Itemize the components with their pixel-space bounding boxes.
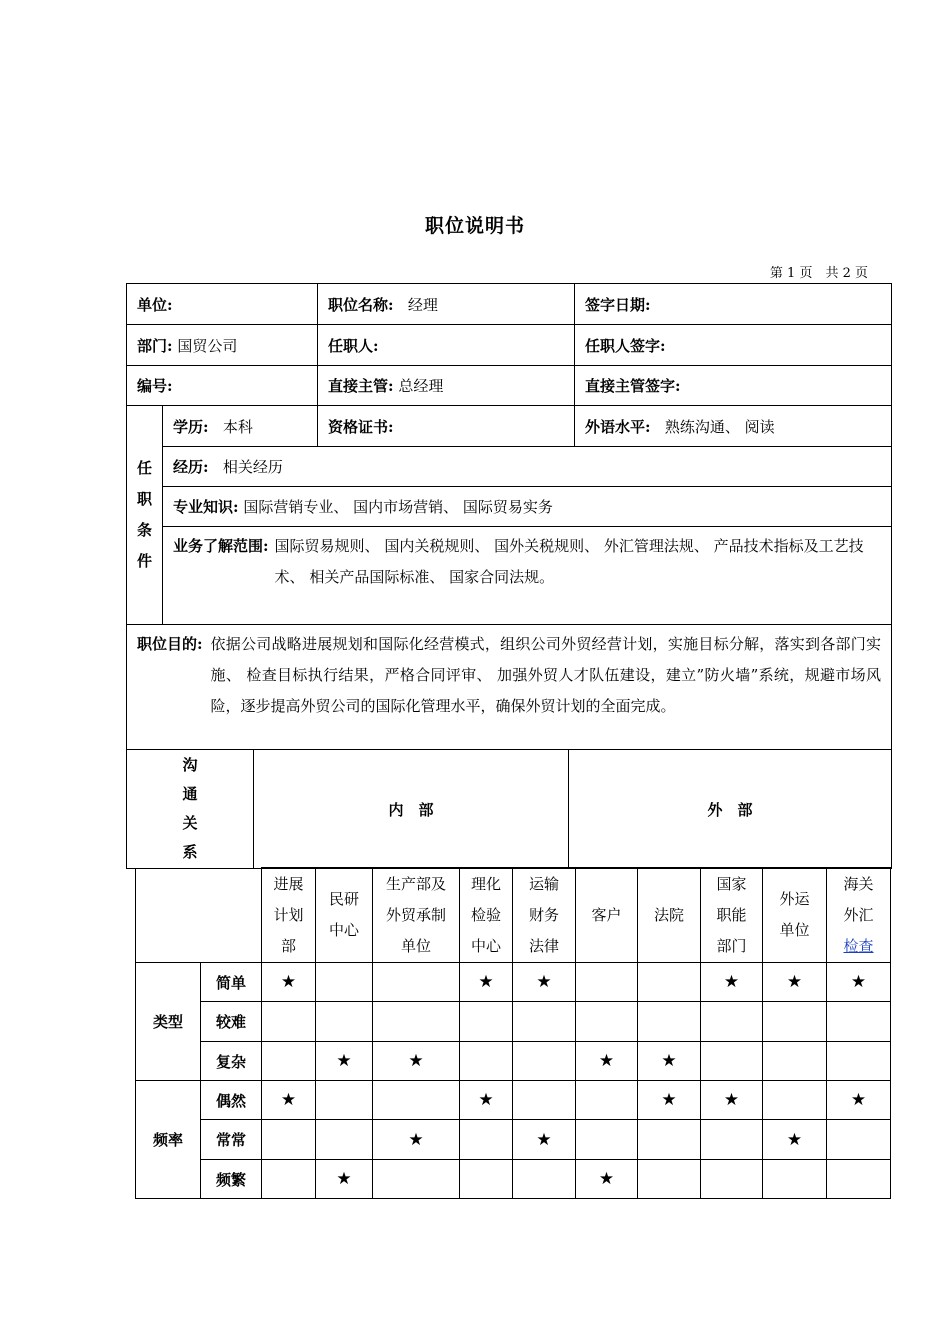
col-research-center: 民研 中心 xyxy=(316,868,373,963)
matrix-cell xyxy=(638,1120,701,1160)
col-shipping-unit: 外运 单位 xyxy=(763,868,827,963)
matrix-row xyxy=(136,1160,891,1199)
supervisor-sign-cell xyxy=(575,366,892,406)
star-mark-icon: ★ xyxy=(536,1129,552,1150)
col-customs-forex: 海关 外汇 检查 xyxy=(827,868,891,963)
communication-header-cell xyxy=(127,750,892,869)
knowledge-label: 专业知识: xyxy=(173,498,239,516)
matrix-cell xyxy=(460,1081,513,1120)
supervisor-cell xyxy=(318,366,575,406)
scope-label: 业务了解范围: xyxy=(173,537,269,555)
matrix-row xyxy=(136,963,891,1002)
matrix-cell xyxy=(262,1042,316,1081)
matrix-cell xyxy=(460,963,513,1002)
matrix-cell xyxy=(638,963,701,1002)
supervisor-label: 直接主管: xyxy=(328,377,394,395)
matrix-row xyxy=(136,1081,891,1120)
holder-label: 任职人: xyxy=(328,336,379,355)
matrix-cell xyxy=(373,1081,460,1120)
matrix-cell xyxy=(316,1160,373,1199)
experience-cell xyxy=(163,447,892,487)
code-label: 编号: xyxy=(137,377,173,395)
matrix-corner xyxy=(136,868,262,963)
matrix-cell xyxy=(316,1002,373,1042)
matrix-row-label: 偶然 xyxy=(201,1081,262,1120)
matrix-row-label: 复杂 xyxy=(201,1042,262,1081)
language-value: 熟练沟通、 阅读 xyxy=(664,417,775,436)
unit-label: 单位: xyxy=(137,295,173,314)
purpose-label: 职位目的: xyxy=(137,635,203,653)
matrix-cell xyxy=(373,1042,460,1081)
sign-date-label: 签字日期: xyxy=(585,295,651,314)
requirements-section-label: 任 职 条 件 xyxy=(127,406,163,625)
matrix-row xyxy=(136,1120,891,1160)
matrix-cell xyxy=(513,1002,576,1042)
star-mark-icon: ★ xyxy=(280,1090,297,1110)
matrix-cell xyxy=(827,1042,891,1081)
matrix-group-label: 频率 xyxy=(136,1081,201,1199)
star-mark-icon: ★ xyxy=(850,972,867,992)
col-inspection-center: 理化 检验 中心 xyxy=(460,868,513,963)
star-mark-icon: ★ xyxy=(598,1051,615,1071)
internal-label: 内 部 xyxy=(254,750,569,868)
star-mark-icon: ★ xyxy=(661,1051,677,1071)
star-mark-icon: ★ xyxy=(786,1129,803,1150)
position-cell xyxy=(318,284,575,325)
language-cell xyxy=(575,406,892,447)
matrix-cell xyxy=(316,963,373,1002)
position-info-table xyxy=(126,283,892,869)
matrix-cell xyxy=(763,1081,827,1120)
matrix-cell xyxy=(763,1042,827,1081)
matrix-cell xyxy=(701,1042,763,1081)
matrix-cell xyxy=(638,1160,701,1199)
col-state-agency: 国家 职能 部门 xyxy=(701,868,763,963)
matrix-cell xyxy=(373,1002,460,1042)
star-mark-icon: ★ xyxy=(723,972,740,992)
education-label: 学历: xyxy=(173,417,209,436)
matrix-cell xyxy=(373,1160,460,1199)
matrix-cell xyxy=(763,1002,827,1042)
matrix-cell xyxy=(701,1120,763,1160)
purpose-value: 依据公司战略进展规划和国际化经营模式，组织公司外贸经营计划，实施目标分解，落实到各部门实施、 检查目标执行结果，严格合同评审、 加强外贸人才队伍建设，建立”防火墙”系统，规避市场风险，逐步提高外贸公司的国际化管理水平，确保外贸计划的全面完成。 xyxy=(210,635,882,715)
matrix-row-label: 简单 xyxy=(201,963,262,1002)
matrix-cell xyxy=(262,1081,316,1120)
page-info: 第 1 页 共 2 页 xyxy=(769,266,868,281)
matrix-cell xyxy=(638,1081,701,1120)
matrix-cell xyxy=(576,1002,638,1042)
position-label: 职位名称: xyxy=(328,295,394,314)
matrix-cell xyxy=(701,1002,763,1042)
scope-value: 国际贸易规则、 国内关税规则、 国外关税规则、 外汇管理法规、 产品技术指标及工艺技术、 相关产品国际标准、 国家合同法规。 xyxy=(274,537,864,586)
star-mark-icon: ★ xyxy=(536,972,552,992)
cert-label: 资格证书: xyxy=(328,417,394,436)
experience-label: 经历: xyxy=(173,458,209,476)
matrix-cell xyxy=(827,1081,891,1120)
matrix-cell xyxy=(460,1002,513,1042)
star-mark-icon: ★ xyxy=(478,1090,494,1110)
matrix-cell xyxy=(827,1002,891,1042)
communication-section-label: 沟 通 关 系 xyxy=(127,750,254,868)
matrix-cell xyxy=(701,1160,763,1199)
matrix-cell xyxy=(827,963,891,1002)
matrix-cell xyxy=(638,1042,701,1081)
matrix-cell xyxy=(513,1160,576,1199)
matrix-cell xyxy=(576,963,638,1002)
matrix-cell xyxy=(701,1081,763,1120)
star-mark-icon: ★ xyxy=(408,1051,424,1071)
star-mark-icon: ★ xyxy=(850,1090,867,1110)
matrix-cell xyxy=(373,963,460,1002)
position-value: 经理 xyxy=(407,295,438,314)
matrix-cell xyxy=(513,1120,576,1160)
knowledge-value: 国际营销专业、 国内市场营销、 国际贸易实务 xyxy=(243,498,553,516)
inspection-link[interactable]: 检查 xyxy=(843,936,874,955)
knowledge-cell xyxy=(163,487,892,527)
sign-date-cell xyxy=(575,284,892,325)
matrix-cell xyxy=(316,1042,373,1081)
matrix-cell xyxy=(460,1042,513,1081)
col-plan-dept: 进展 计划 部 xyxy=(262,868,316,963)
matrix-cell xyxy=(576,1042,638,1081)
matrix-cell xyxy=(576,1120,638,1160)
col-court: 法院 xyxy=(638,868,701,963)
matrix-header-row xyxy=(136,868,891,963)
star-mark-icon: ★ xyxy=(478,972,494,992)
external-label: 外 部 xyxy=(707,800,753,819)
matrix-cell xyxy=(576,1160,638,1199)
communication-matrix xyxy=(135,867,891,1199)
matrix-cell xyxy=(316,1120,373,1160)
matrix-cell xyxy=(763,1160,827,1199)
matrix-cell xyxy=(638,1002,701,1042)
col-customer: 客户 xyxy=(576,868,638,963)
matrix-cell xyxy=(513,963,576,1002)
matrix-cell xyxy=(460,1160,513,1199)
star-mark-icon: ★ xyxy=(408,1129,424,1150)
matrix-cell xyxy=(827,1160,891,1199)
experience-value: 相关经历 xyxy=(222,458,283,476)
education-value: 本科 xyxy=(222,417,253,436)
star-mark-icon: ★ xyxy=(786,972,803,992)
holder-cell xyxy=(318,325,575,366)
matrix-group-label: 类型 xyxy=(136,963,201,1081)
matrix-cell xyxy=(373,1120,460,1160)
education-cell xyxy=(163,406,318,447)
matrix-row xyxy=(136,1002,891,1042)
matrix-row xyxy=(136,1042,891,1081)
star-mark-icon: ★ xyxy=(336,1051,352,1071)
scope-cell xyxy=(163,527,892,625)
matrix-cell xyxy=(763,963,827,1002)
matrix-cell xyxy=(316,1081,373,1120)
matrix-cell xyxy=(262,1120,316,1160)
matrix-cell xyxy=(513,1081,576,1120)
dept-value: 国贸公司 xyxy=(177,336,238,355)
star-mark-icon: ★ xyxy=(661,1090,677,1110)
supervisor-value: 总经理 xyxy=(398,377,444,395)
supervisor-sign-label: 直接主管签字: xyxy=(585,377,681,395)
language-label: 外语水平: xyxy=(585,417,651,436)
col-transport-finance-legal: 运输 财务 法律 xyxy=(513,868,576,963)
matrix-cell xyxy=(827,1120,891,1160)
cert-cell xyxy=(318,406,575,447)
holder-sign-cell xyxy=(575,325,892,366)
matrix-row-label: 常常 xyxy=(201,1120,262,1160)
col-production-dept: 生产部及 外贸承制 单位 xyxy=(373,868,460,963)
matrix-cell xyxy=(513,1042,576,1081)
star-mark-icon: ★ xyxy=(336,1169,352,1189)
unit-cell xyxy=(127,284,318,325)
matrix-cell xyxy=(460,1120,513,1160)
star-mark-icon: ★ xyxy=(723,1090,740,1110)
star-mark-icon: ★ xyxy=(598,1169,615,1189)
matrix-cell xyxy=(262,1002,316,1042)
document-title: 职位说明书 xyxy=(424,215,525,237)
matrix-cell xyxy=(262,963,316,1002)
matrix-cell xyxy=(763,1120,827,1160)
matrix-row-label: 频繁 xyxy=(201,1160,262,1199)
matrix-row-label: 较难 xyxy=(201,1002,262,1042)
code-cell xyxy=(127,366,318,406)
matrix-cell xyxy=(576,1081,638,1120)
holder-sign-label: 任职人签字: xyxy=(585,336,666,355)
dept-label: 部门: xyxy=(137,336,173,355)
purpose-cell xyxy=(127,625,892,750)
matrix-cell xyxy=(262,1160,316,1199)
star-mark-icon: ★ xyxy=(280,972,297,992)
dept-cell xyxy=(127,325,318,366)
matrix-cell xyxy=(701,963,763,1002)
